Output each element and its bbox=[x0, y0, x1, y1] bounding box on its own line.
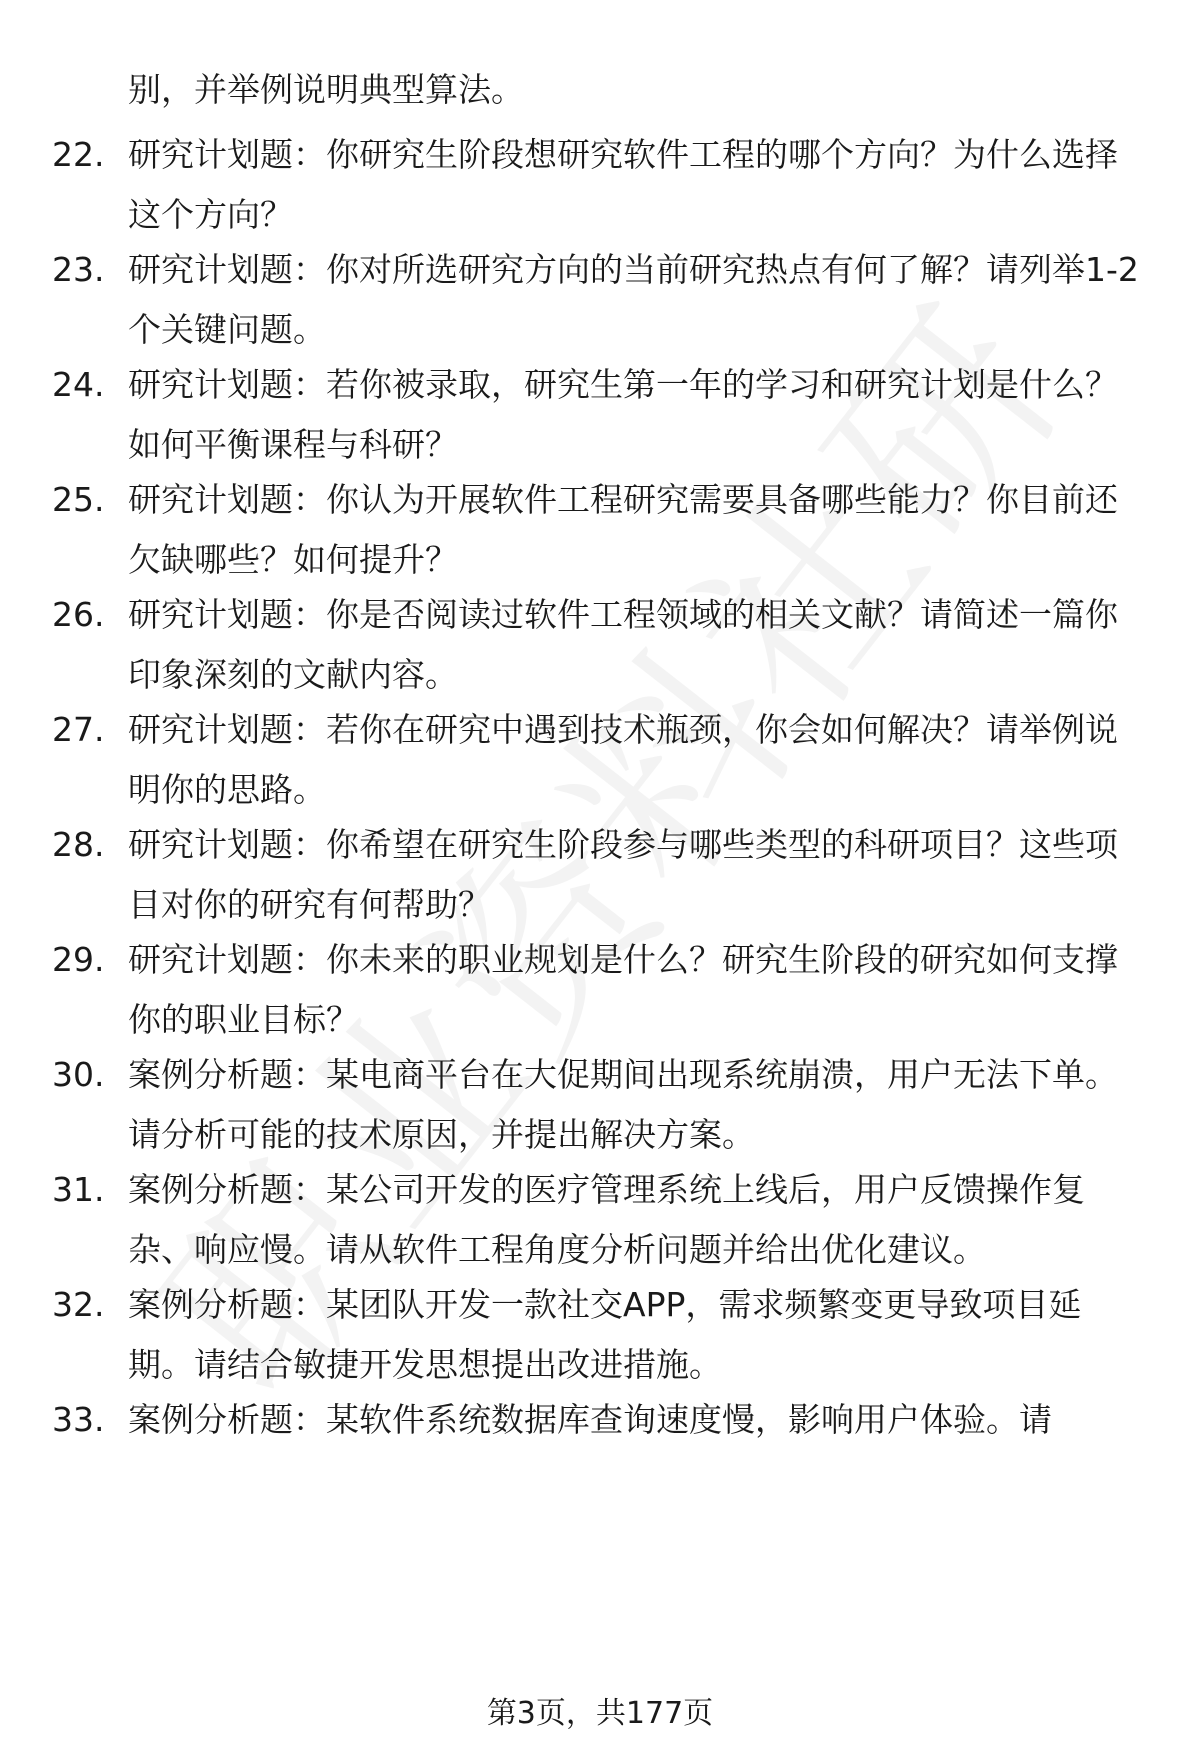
question-number: 28. bbox=[52, 825, 105, 864]
question-item bbox=[0, 930, 1200, 1050]
question-number: 25. bbox=[52, 480, 105, 519]
question-item bbox=[0, 815, 1200, 935]
page-footer: 第3页，共177页 bbox=[486, 1696, 714, 1731]
question-text: 研究计划题：你是否阅读过软件工程领域的相关文献？请简述一篇你印象深刻的文献内容。 bbox=[128, 595, 1118, 694]
question-number: 31. bbox=[52, 1170, 105, 1209]
question-number: 22. bbox=[52, 135, 105, 174]
question-text: 研究计划题：若你在研究中遇到技术瓶颈，你会如何解决？请举例说明你的思路。 bbox=[128, 710, 1118, 809]
question-number: 32. bbox=[52, 1285, 105, 1324]
question-item bbox=[0, 1160, 1200, 1280]
question-item bbox=[0, 1390, 1200, 1450]
question-text: 研究计划题：你未来的职业规划是什么？研究生阶段的研究如何支撑你的职业目标？ bbox=[128, 940, 1118, 1039]
question-number: 27. bbox=[52, 710, 105, 749]
question-number: 23. bbox=[52, 250, 105, 289]
question-item bbox=[0, 125, 1200, 245]
continued-answer-text: 别，并举例说明典型算法。 bbox=[128, 70, 524, 109]
question-text: 案例分析题：某电商平台在大促期间出现系统崩溃，用户无法下单。请分析可能的技术原因，并提出解决方案。 bbox=[128, 1055, 1118, 1154]
question-text: 研究计划题：你认为开展软件工程研究需要具备哪些能力？你目前还欠缺哪些？如何提升？ bbox=[128, 480, 1118, 579]
question-text: 研究计划题：你希望在研究生阶段参与哪些类型的科研项目？这些项目对你的研究有何帮助？ bbox=[128, 825, 1118, 924]
question-item bbox=[0, 700, 1200, 820]
question-text: 研究计划题：你研究生阶段想研究软件工程的哪个方向？为什么选择这个方向？ bbox=[128, 135, 1118, 234]
question-item bbox=[0, 585, 1200, 705]
question-number: 26. bbox=[52, 595, 105, 634]
question-number: 33. bbox=[52, 1400, 105, 1439]
question-text: 案例分析题：某团队开发一款社交APP，需求频繁变更导致项目延期。请结合敏捷开发思想提出改进措施。 bbox=[128, 1285, 1082, 1384]
question-text: 研究计划题：若你被录取，研究生第一年的学习和研究计划是什么？如何平衡课程与科研？ bbox=[128, 365, 1118, 464]
question-item bbox=[0, 1045, 1200, 1165]
question-item bbox=[0, 470, 1200, 590]
question-item bbox=[0, 355, 1200, 475]
question-text: 研究计划题：你对所选研究方向的当前研究热点有何了解？请列举1-2个关键问题。 bbox=[128, 250, 1139, 349]
question-number: 30. bbox=[52, 1055, 105, 1094]
question-text: 案例分析题：某软件系统数据库查询速度慢，影响用户体验。请 bbox=[128, 1400, 1052, 1439]
question-text: 案例分析题：某公司开发的医疗管理系统上线后，用户反馈操作复杂、响应慢。请从软件工程角度分析问题并给出优化建议。 bbox=[128, 1170, 1085, 1269]
question-item bbox=[0, 240, 1200, 360]
question-number: 24. bbox=[52, 365, 105, 404]
question-item bbox=[0, 1275, 1200, 1395]
question-number: 29. bbox=[52, 940, 105, 979]
